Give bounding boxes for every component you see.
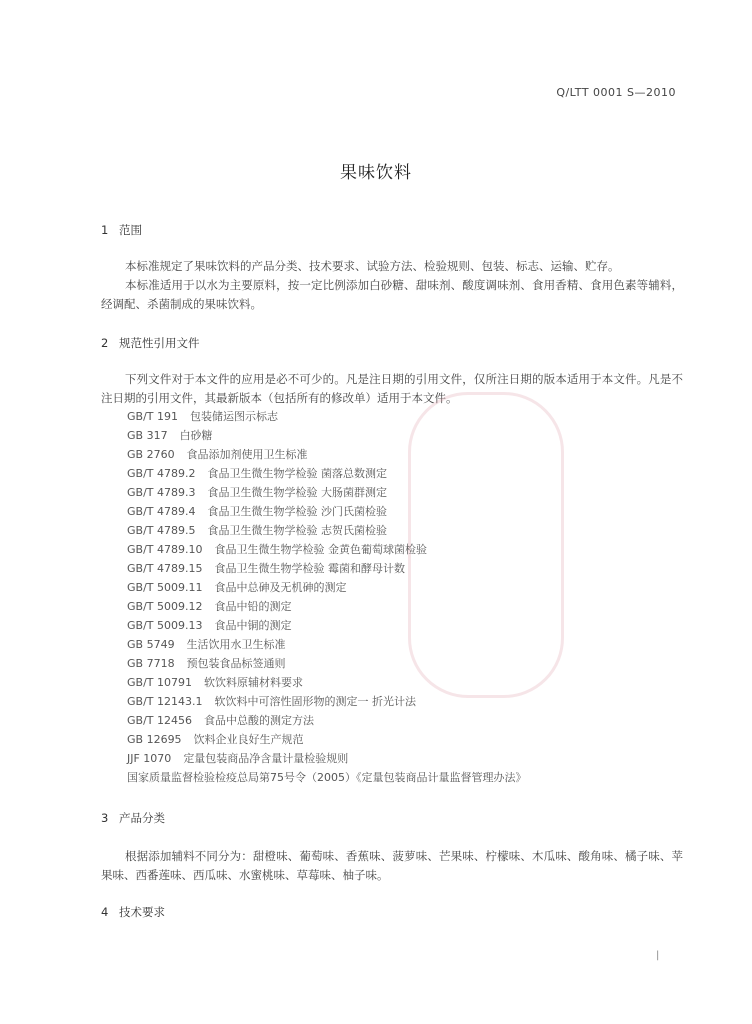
section-title: 规范性引用文件 [119, 336, 200, 350]
reference-code: GB 12695 [127, 733, 182, 746]
reference-item [127, 692, 527, 711]
scope-paragraph-2: 本标准适用于以水为主要原料，按一定比例添加白砂糖、甜味剂、酸度调味剂、食用香精、食用色素等辅料，经调配、杀菌制成的果味饮料。 [101, 278, 683, 311]
reference-name: 白砂糖 [179, 429, 213, 442]
reference-item [127, 635, 527, 654]
standard-code: Q/LTT 0001 S—2010 [556, 86, 676, 99]
reference-code: GB 7718 [127, 657, 175, 670]
classification-paragraph: 根据添加辅料不同分为：甜橙味、葡萄味、香蕉味、菠萝味、芒果味、柠檬味、木瓜味、酸角味、橘子味、苹果味、西番莲味、西瓜味、水蜜桃味、草莓味、柚子味。 [101, 849, 683, 882]
reference-name: 定量包装商品净含量计量检验规则 [183, 752, 349, 765]
reference-item [127, 559, 527, 578]
reference-code: GB 2760 [127, 448, 175, 461]
reference-name: 食品卫生微生物学检验 志贺氏菌检验 [207, 524, 387, 537]
reference-name: 软饮料原辅材料要求 [204, 676, 303, 689]
reference-code: GB/T 4789.2 [127, 467, 196, 480]
reference-name: 国家质量监督检验检疫总局第75号令（2005）《定量包装商品计量监督管理办法》 [127, 771, 527, 784]
reference-name: 食品卫生微生物学检验 菌落总数测定 [207, 467, 387, 480]
reference-name: 食品中铜的测定 [214, 619, 292, 632]
reference-item [127, 426, 527, 445]
reference-code: GB 317 [127, 429, 168, 442]
reference-item [127, 673, 527, 692]
reference-item [127, 521, 527, 540]
reference-code: GB/T 10791 [127, 676, 192, 689]
reference-code: GB/T 12456 [127, 714, 192, 727]
reference-item [127, 540, 527, 559]
scope-paragraph-1: 本标准规定了果味饮料的产品分类、技术要求、试验方法、检验规则、包装、标志、运输、贮存。 [125, 259, 620, 273]
section-number: 4 [101, 905, 109, 919]
section-title: 范围 [119, 223, 142, 237]
reference-code: GB/T 4789.3 [127, 486, 196, 499]
page-marker: | [656, 950, 660, 961]
section-heading-scope [101, 222, 142, 238]
reference-name: 生活饮用水卫生标准 [186, 638, 286, 651]
reference-code: GB/T 12143.1 [127, 695, 203, 708]
reference-item [127, 730, 527, 749]
reference-name: 包装储运图示标志 [190, 410, 278, 423]
reference-code: GB/T 4789.10 [127, 543, 203, 556]
section-number: 2 [101, 336, 109, 350]
reference-name: 食品卫生微生物学检验 沙门氏菌检验 [207, 505, 387, 518]
reference-name: 饮料企业良好生产规范 [193, 733, 304, 746]
section-number: 1 [101, 223, 109, 237]
reference-code: GB/T 5009.12 [127, 600, 203, 613]
reference-item [127, 407, 527, 426]
reference-item [127, 768, 527, 787]
reference-item [127, 654, 527, 673]
reference-name: 软饮料中可溶性固形物的测定一 折光计法 [214, 695, 416, 708]
reference-code: GB/T 5009.11 [127, 581, 203, 594]
reference-item [127, 445, 527, 464]
reference-code: GB/T 4789.5 [127, 524, 196, 537]
reference-item [127, 502, 527, 521]
reference-code: GB/T 191 [127, 410, 178, 423]
reference-code: GB/T 5009.13 [127, 619, 203, 632]
section-title: 技术要求 [119, 905, 165, 919]
reference-item [127, 597, 527, 616]
reference-item [127, 711, 527, 730]
normative-intro: 下列文件对于本文件的应用是必不可少的。凡是注日期的引用文件，仅所注日期的版本适用于本文件。凡是不注日期的引用文件，其最新版本（包括所有的修改单）适用于本文件。 [101, 372, 683, 405]
reference-name: 食品中铅的测定 [214, 600, 292, 613]
section-heading-classification [101, 810, 165, 826]
reference-item [127, 483, 527, 502]
reference-code: JJF 1070 [127, 752, 172, 765]
section-heading-normative [101, 335, 200, 351]
reference-item [127, 464, 527, 483]
reference-item [127, 578, 527, 597]
reference-name: 食品中总酸的测定方法 [204, 714, 314, 727]
reference-item [127, 616, 527, 635]
reference-code: GB/T 4789.4 [127, 505, 196, 518]
reference-code: GB 5749 [127, 638, 175, 651]
reference-name: 食品卫生微生物学检验 金黄色葡萄球菌检验 [214, 543, 427, 556]
reference-code: GB/T 4789.15 [127, 562, 203, 575]
reference-name: 食品中总砷及无机砷的测定 [214, 581, 347, 594]
reference-name: 食品卫生微生物学检验 大肠菌群测定 [207, 486, 387, 499]
reference-name: 预包装食品标签通则 [186, 657, 286, 670]
section-number: 3 [101, 811, 109, 825]
section-title: 产品分类 [119, 811, 165, 825]
reference-list [127, 407, 527, 787]
reference-item [127, 749, 527, 768]
section-heading-technical [101, 904, 165, 920]
reference-name: 食品添加剂使用卫生标准 [186, 448, 308, 461]
document-title: 果味饮料 [340, 163, 412, 183]
reference-name: 食品卫生微生物学检验 霉菌和酵母计数 [214, 562, 405, 575]
